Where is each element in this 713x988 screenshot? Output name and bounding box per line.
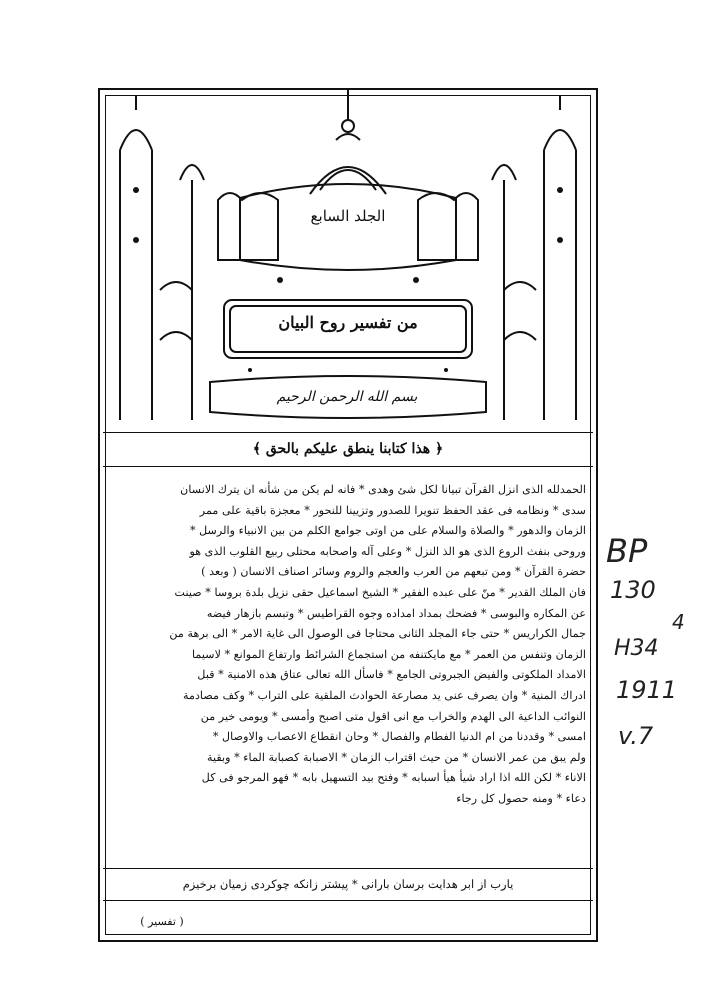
text-line: حضرة القرآن * ومن تبعهم من العرب والعجم والروم وسائر اصناف الانسان ( وبعد ) [201, 565, 586, 579]
basmala: بسم الله الرحمن الرحيم [276, 389, 418, 405]
text-line: وروحى بنفث الروع الذى هو الذ النزل * وعلى آله واصحابه محتلى ربيع القلوب الذى هو [189, 544, 586, 558]
call-class: BP [606, 532, 648, 570]
call-cutter: H34 [614, 636, 659, 661]
call-volume: v.7 [618, 722, 654, 750]
text-line: عن المكاره والبوسى * فضحك بمداد امداده وجوه القراطيس * وتبسم بازهار فيضه [206, 606, 586, 620]
divider-verse [103, 466, 593, 467]
footer-tag: ( تفسير ) [140, 915, 184, 928]
text-line: جمال الكراريس * حتى جاء المجلد الثانى محتاجا فى الوصول الى غاية الامر * الى برهة من [169, 627, 586, 641]
call-number: 130 [610, 576, 656, 604]
text-line: سدى * ونظامه فى عقد الحفظ تنويرا للصدور وتزيينا للنحور * معجزة باقية على ممر [199, 503, 586, 517]
text-line: فان الملك القدير * منّ على عبده الفقير * الشيخ اسماعيل حقى نزيل بلدة بروسا * صينت [174, 585, 586, 599]
volume-label: الجلد السابع [310, 207, 386, 225]
text-line: الحمدلله الذى انزل القرآن تبيانا لكل شئ وهدى * فانه لم يكن من شأنه ان يترك الانسان [180, 483, 586, 496]
text-line: الزمان والدهور * والصلاة والسلام على من اوتى جوامع الكلم من بين الانبياء والرسل * [189, 524, 586, 538]
divider-footer [103, 900, 593, 901]
divider-top [103, 432, 593, 433]
call-year: 1911 [616, 676, 678, 704]
text-line: ولم يبق من عمر الانسان * من حيث اقتراب الزمان * الاصبابة كصبابة الماء * وبقية [207, 750, 586, 764]
text-line: النوائب الداعية الى الهدم والخراب مع انى اقول متى اصبح وأمسى * ويومى خير من [200, 709, 586, 723]
call-decimal: 4 [672, 610, 685, 634]
preface-text [110, 480, 586, 810]
text-line: الامداد الملكوتى والفيض الجبروتى الجامع * فاسأل الله تعالى عتاق هذه الامنية * قبل [197, 668, 586, 682]
book-title: من تفسير روح البيان [278, 313, 418, 332]
text-line: الاناء * لكن الله اذا اراد شيأ هيأ اسبابه * وفتح بيد التسهيل بابه * فهو المرجو فى كل [201, 771, 586, 785]
divider-bottom [103, 868, 593, 869]
verse-banner: ﴿ هذا كتابنا ينطق عليكم بالحق ﴾ [252, 441, 444, 457]
text-line: الزمان وتنفس من العمر * مع مايكتنفه من استجماع الشرائط وارتفاع الموانع * لاسيما [191, 647, 586, 661]
persian-verse: يارب از ابر هدايت برسان بارانى * پيشتر زانكه چوكردى زميان برخيزم [182, 877, 514, 891]
text-line: امسى * وقددنا من ام الدنيا الفطام والفصال * وحان انقطاع الاعصاب والاوصال * [212, 730, 586, 744]
text-line: دعاء * ومنه حصول كل رجاء [456, 791, 586, 805]
library-call-number [604, 532, 704, 762]
text-line: ادراك المنية * وان يصرف عنى يد مصارعة الحوادث الملقية على التراب * وكف مصادمة [182, 688, 586, 702]
